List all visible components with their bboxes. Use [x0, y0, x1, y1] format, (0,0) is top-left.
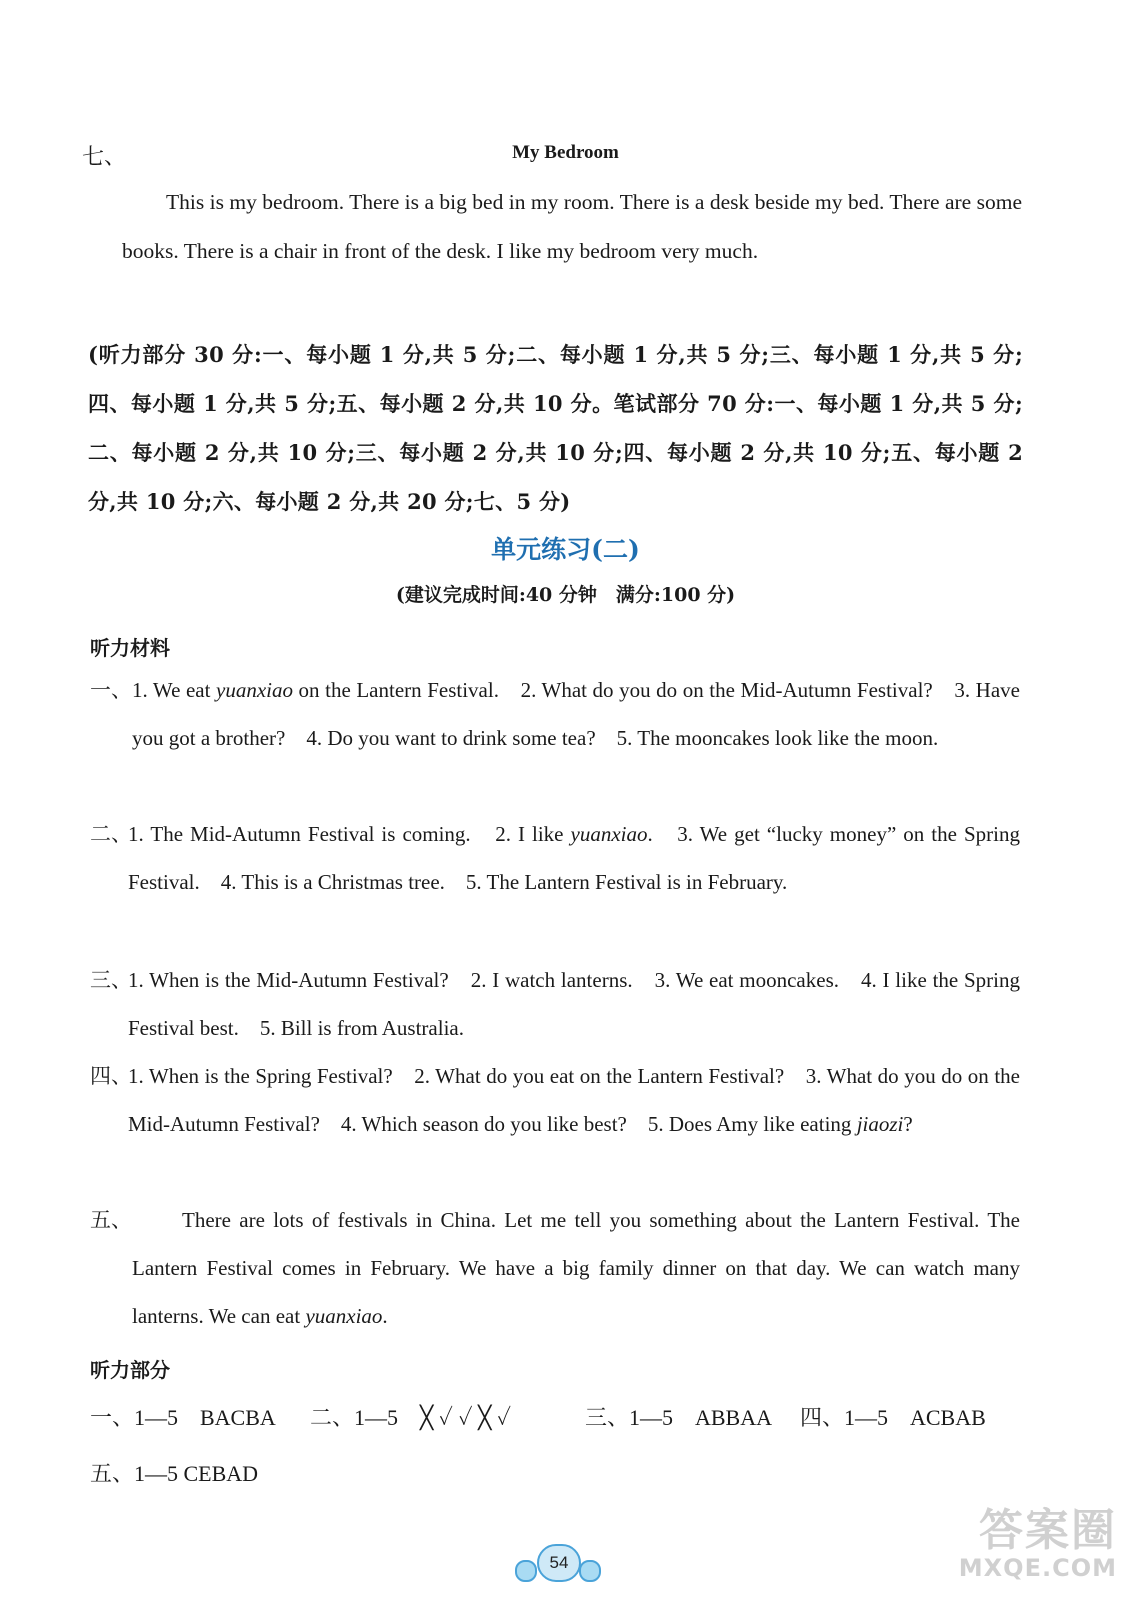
unit-subtitle: (建议完成时间:40 分钟 满分:100 分): [395, 584, 736, 606]
answer-group: 三、1—5 ABBAA: [585, 1405, 773, 1430]
item-label: 四、: [90, 1064, 132, 1088]
listening-item-2: 二、 1. The Mid-Autumn Festival is coming. 2. I like yuanxiao. 3. We get “lucky money” on the Spring Festival. 4. This is a Christmas tree. 5. The Lantern Festival is in February.: [90, 810, 1020, 906]
decor-bubble-left: [515, 1560, 537, 1582]
answers-heading: 听力部分: [90, 1358, 170, 1382]
item-label: 五、: [90, 1208, 132, 1232]
section-7-title: My Bedroom: [512, 142, 619, 163]
page-number-badge: [515, 1540, 599, 1590]
answer-list: [90, 1390, 1030, 1502]
listening-item-4: 四、 1. When is the Spring Festival? 2. What do you eat on the Lantern Festival? 3. What do you do on the Mid-Autumn Festival? 4. Which season do you like best? 5. Does Amy like eating jiaozi?: [90, 1052, 1020, 1148]
section-7-number: 七、: [82, 144, 127, 169]
answer-row-1: [90, 1390, 1030, 1446]
item-label: 三、: [90, 968, 132, 992]
decor-bubble-right: [579, 1560, 601, 1582]
listening-item-5: 五、 There are lots of festivals in China. Let me tell you something about the Lantern Festival. The Lantern Festival comes in February. We have a big family dinner on that day. We can watch many lanterns. We can eat yuanxiao.: [90, 1196, 1020, 1340]
listening-item-1: 一、 1. We eat yuanxiao on the Lantern Festival. 2. What do you do on the Mid-Autumn Festival? 3. Have you got a brother? 4. Do you want to drink some tea? 5. The mooncakes look like the moon.: [90, 666, 1020, 762]
unit-title: 单元练习(二): [491, 535, 640, 564]
page-number: 54: [537, 1544, 581, 1582]
answer-group: 四、1—5 ACBAB: [800, 1405, 986, 1430]
section-7-passage: This is my bedroom. There is a big bed in my room. There is a desk beside my bed. There are some books. There is a chair in front of the desk. I like my bedroom very much.: [122, 190, 1022, 263]
answer-group: 二、1—5 ╳ ✓ ✓ ╳ ✓: [310, 1405, 512, 1430]
listening-item-3: 三、 1. When is the Mid-Autumn Festival? 2. I watch lanterns. 3. We eat mooncakes. 4. I like the Spring Festival best. 5. Bill is from Australia.: [90, 956, 1020, 1052]
listening-material-heading: 听力材料: [90, 636, 170, 660]
scoring-note: (听力部分 30 分:一、每小题 1 分,共 5 分;二、每小题 1 分,共 5 分;三、每小题 1 分,共 5 分;四、每小题 1 分,共 5 分;五、每小题 2 分,共 10 分。笔试部分 70 分:一、每小题 1 分,共 5 分;二、每小题 2 分,共 10 分;三、每小题 2 分,共 10 分;四、每小题 2 分,共 10 分;五、每小题 2 分,共 10 分;六、每小题 2 分,共 20 分;七、5 分): [88, 342, 1023, 514]
item-label: 二、: [90, 822, 132, 846]
answer-group: 一、1—5 BACBA: [90, 1405, 276, 1430]
watermark-logo: 答案圈 MXQE.COM: [958, 1505, 1117, 1582]
answer-row-2: 五、1—5 CEBAD: [90, 1461, 259, 1486]
item-label: 一、: [90, 678, 132, 702]
